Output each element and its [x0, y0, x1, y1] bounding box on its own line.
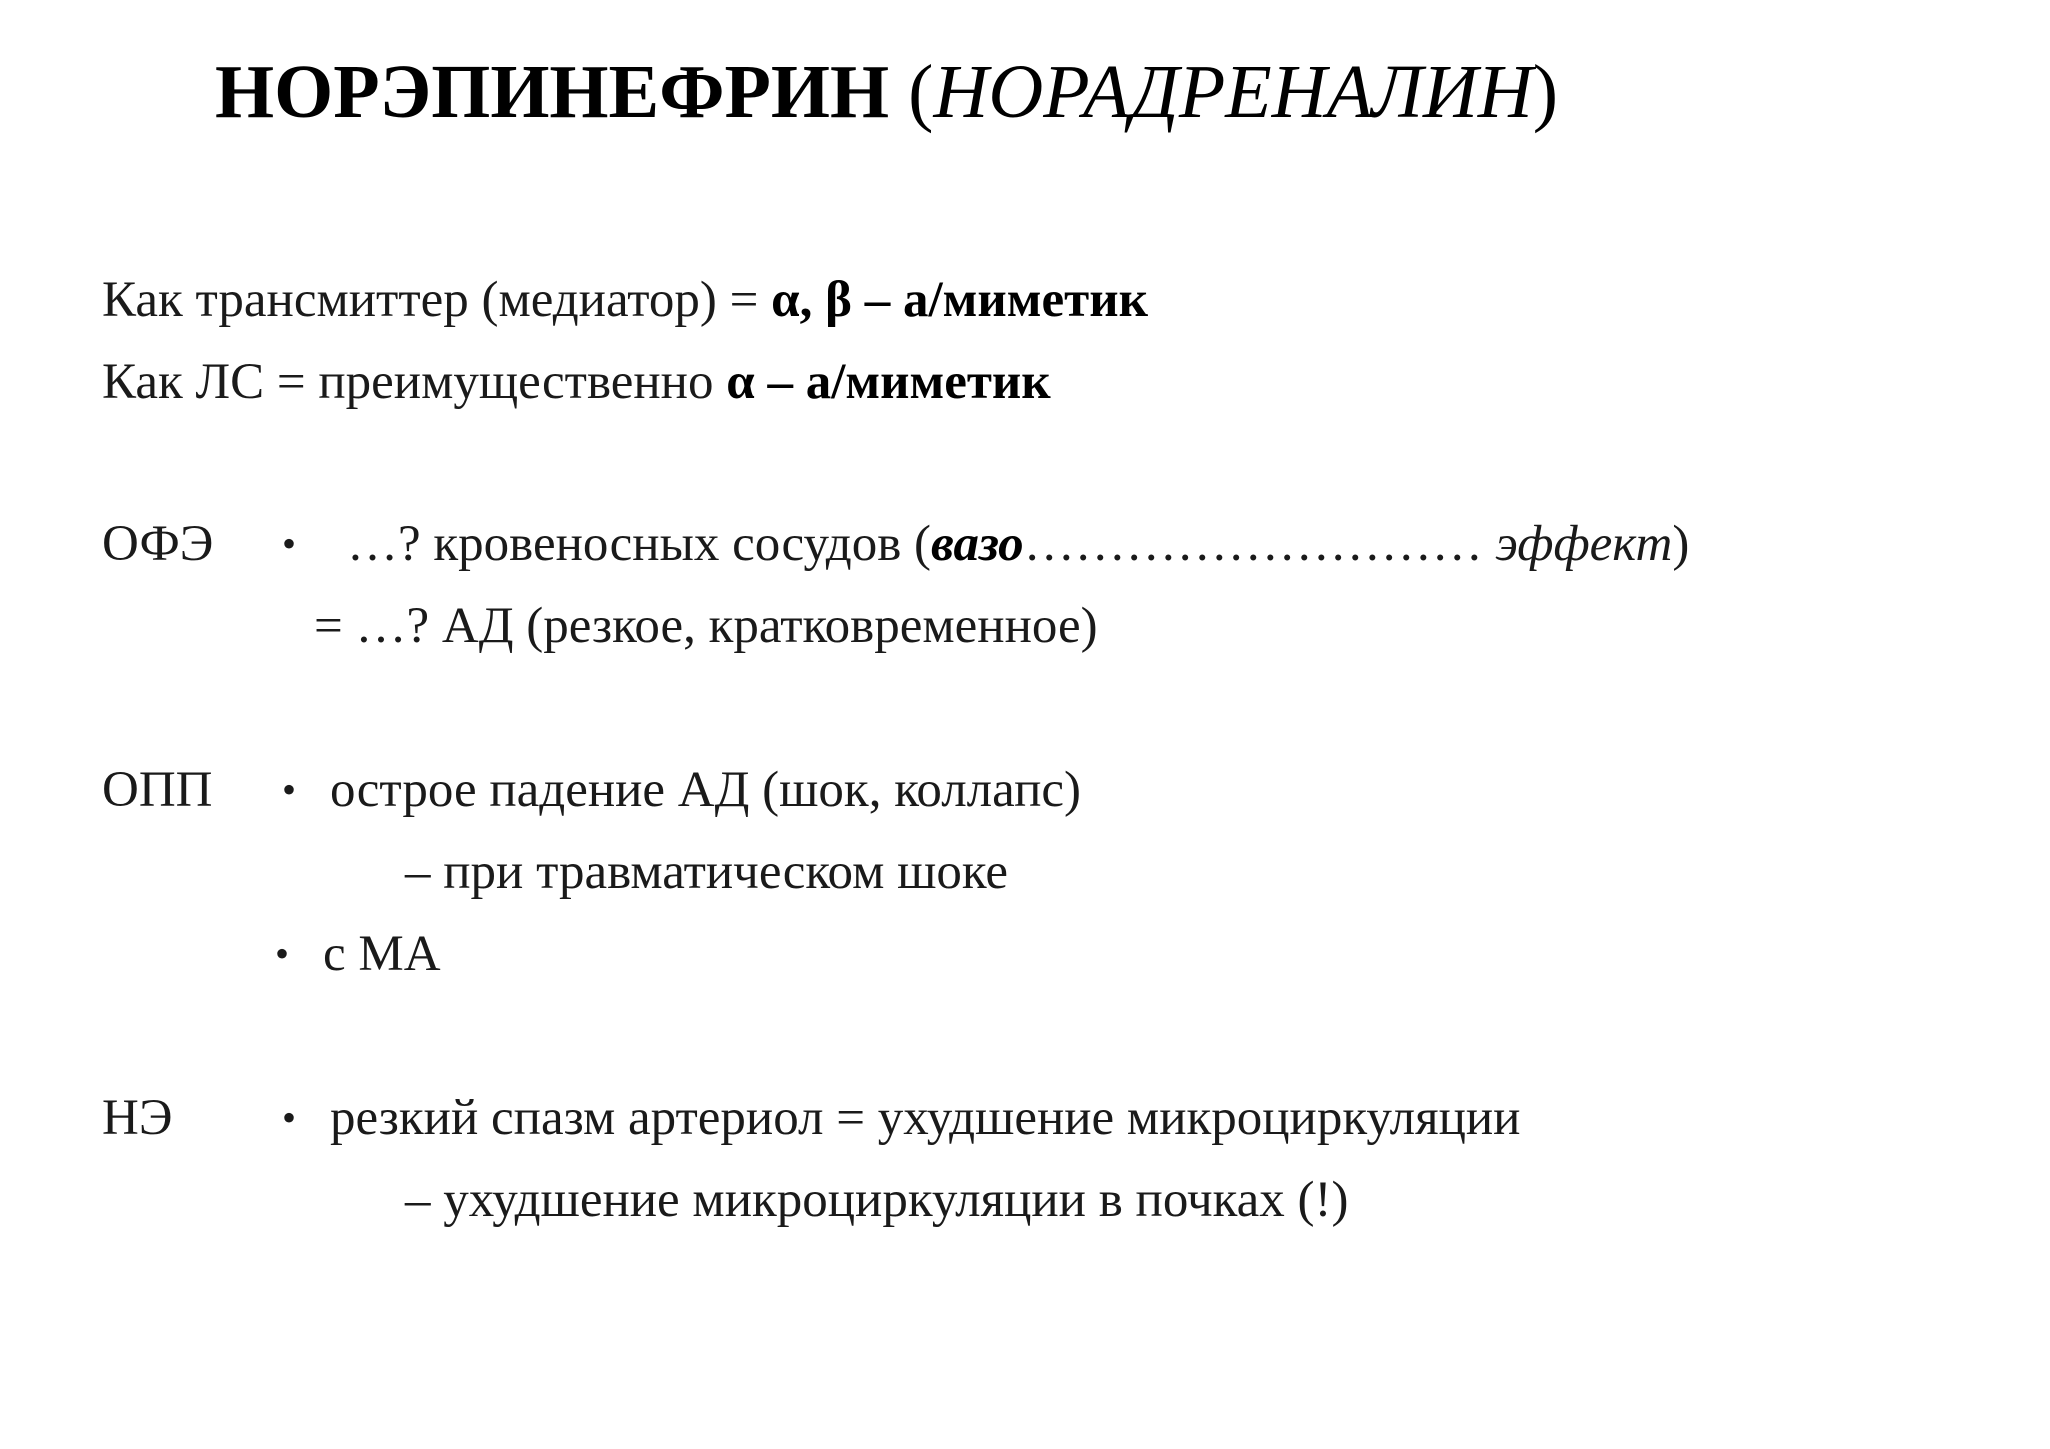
intro-drug-bold: α – а/миметик [726, 354, 1051, 410]
ofe-line1-dots: ……………………… [1023, 516, 1496, 572]
slide-title [215, 42, 1558, 142]
ofe-line1-post: ) [1672, 516, 1690, 572]
ofe-line1-effect: эффект [1495, 516, 1673, 572]
ne-bullet: • [282, 1095, 297, 1140]
opp-item-1: острое падение АД (шок, коллапс) [330, 762, 1082, 818]
section-label-ofe: ОФЭ [102, 516, 214, 572]
section-label-opp: ОПП [102, 762, 213, 818]
opp-bullet-2: • [275, 931, 290, 976]
intro-line-transmitter [102, 268, 1148, 332]
ofe-line-2: = …? АД (резкое, кратковременное) [314, 598, 1098, 654]
title-open-paren: ( [889, 50, 934, 134]
intro-transmitter-bold: α, β – а/миметик [771, 272, 1148, 328]
opp-subitem-1: – при травматическом шоке [405, 844, 1009, 900]
intro-transmitter-text: Как трансмиттер (медиатор) = [102, 272, 772, 328]
ne-item-1: резкий спазм артериол = ухудшение микроциркуляции [330, 1090, 1521, 1146]
ofe-bullet: • [282, 521, 297, 566]
ofe-line1-vaso: вазо [931, 516, 1024, 572]
ofe-line-1 [347, 512, 1689, 576]
opp-item-2: с МА [323, 926, 441, 982]
intro-drug-text: Как ЛС = преимущественно [102, 354, 727, 410]
section-label-ne: НЭ [102, 1090, 173, 1146]
opp-bullet-1: • [282, 767, 297, 812]
title-close-paren: ) [1532, 50, 1559, 134]
intro-line-drug [102, 350, 1051, 414]
title-main: НОРЭПИНЕФРИН [215, 50, 890, 134]
title-alt-name: НОРАДРЕНАЛИН [933, 50, 1533, 134]
ne-subitem-1: – ухудшение микроциркуляции в почках (!) [405, 1172, 1349, 1228]
ofe-line1-pre: …? кровеносных сосудов ( [347, 516, 932, 572]
